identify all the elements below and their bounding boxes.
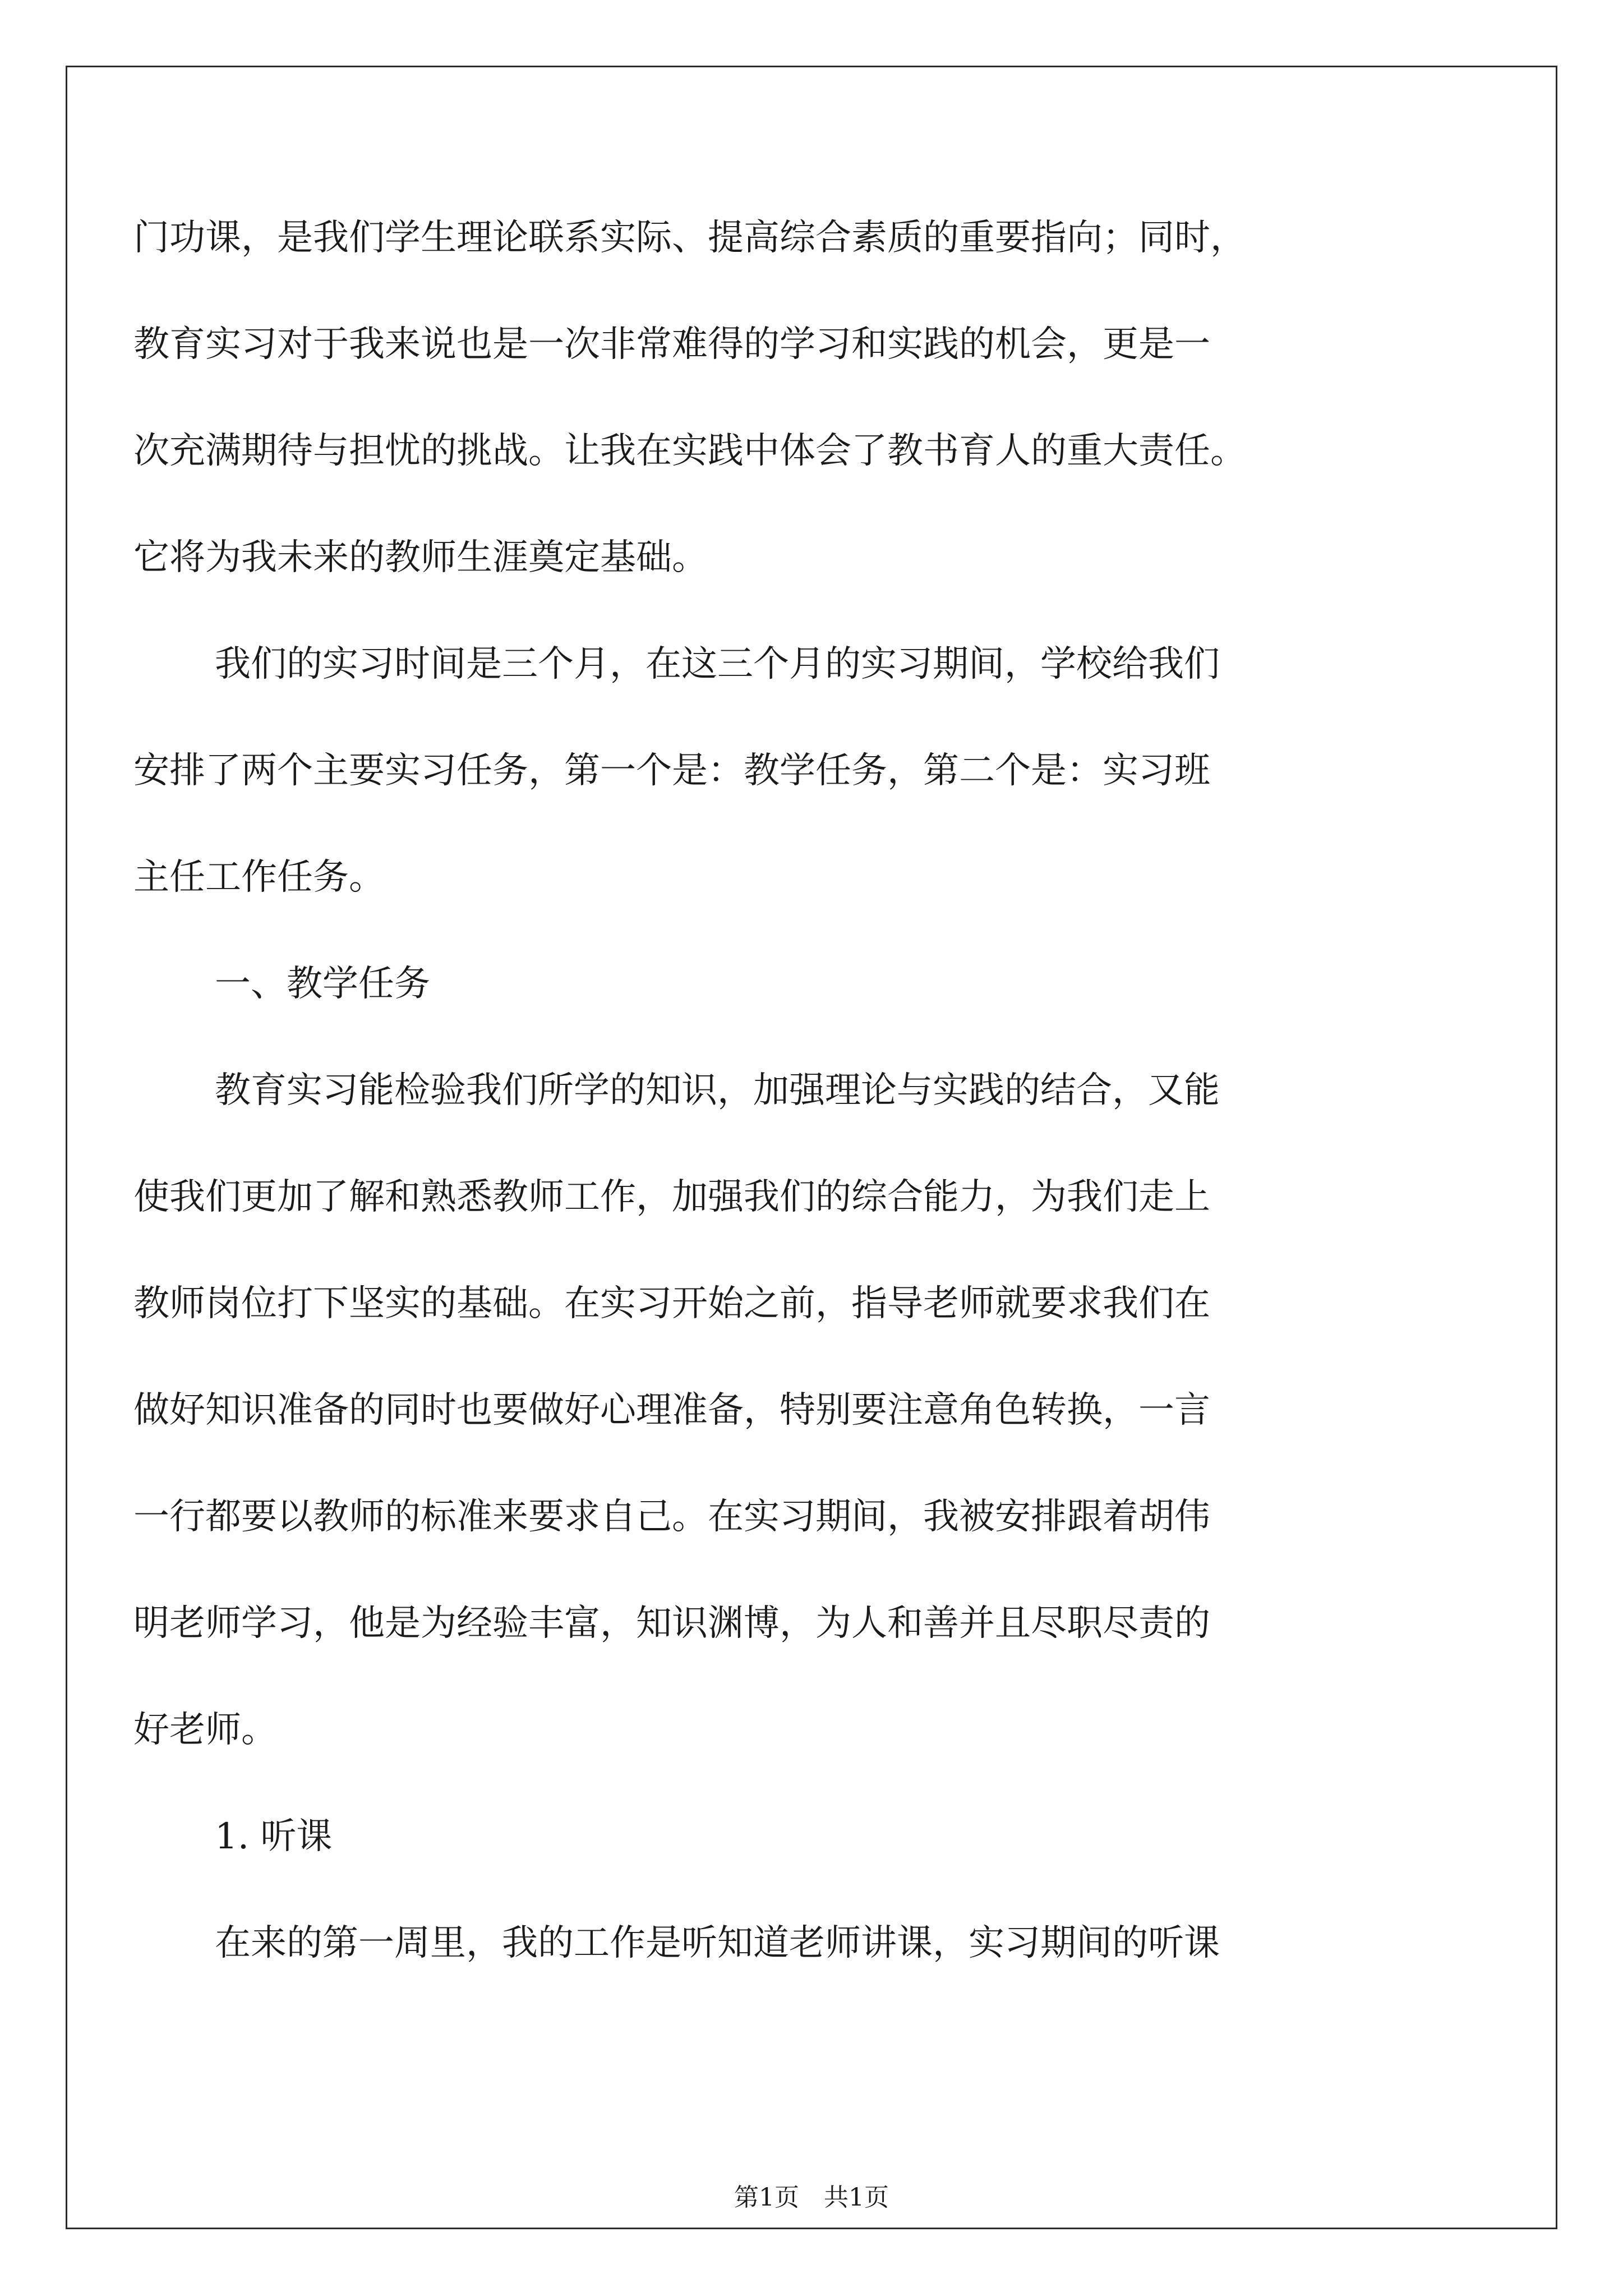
text-line: 一行都要以教师的标准来要求自己。在实习期间，我被安排跟着胡伟 xyxy=(133,1496,1210,1538)
page-border xyxy=(66,66,1557,2229)
page-number: 第1页 共1页 xyxy=(734,2183,889,2212)
text-line: 门功课，是我们学生理论联系实际、提高综合素质的重要指向；同时， xyxy=(133,217,1246,259)
subsection-heading: 1. 听课 xyxy=(215,1816,333,1857)
text-line: 它将为我未来的教师生涯奠定基础。 xyxy=(133,537,708,578)
text-line: 次充满期待与担忧的挑战。让我在实践中体会了教书育人的重大责任。 xyxy=(133,430,1246,472)
text-line: 做好知识准备的同时也要做好心理准备，特别要注意角色转换，一言 xyxy=(133,1389,1210,1431)
text-line: 教师岗位打下坚实的基础。在实习开始之前，指导老师就要求我们在 xyxy=(133,1283,1210,1324)
paragraph-start: 我们的实习时间是三个月，在这三个月的实习期间，学校给我们 xyxy=(215,643,1220,685)
text-line: 使我们更加了解和熟悉教师工作，加强我们的综合能力，为我们走上 xyxy=(133,1176,1210,1218)
section-heading: 一、教学任务 xyxy=(215,963,430,1005)
text-line: 明老师学习，他是为经验丰富，知识渊博，为人和善并且尽职尽责的 xyxy=(133,1603,1210,1644)
paragraph-start: 教育实习能检验我们所学的知识，加强理论与实践的结合，又能 xyxy=(215,1070,1220,1111)
text-line: 安排了两个主要实习任务，第一个是：教学任务，第二个是：实习班 xyxy=(133,750,1210,792)
text-line: 教育实习对于我来说也是一次非常难得的学习和实践的机会，更是一 xyxy=(133,324,1210,365)
text-line: 好老师。 xyxy=(133,1709,277,1751)
paragraph-start: 在来的第一周里，我的工作是听知道老师讲课，实习期间的听课 xyxy=(215,1922,1220,1964)
text-line: 主任工作任务。 xyxy=(133,857,385,898)
